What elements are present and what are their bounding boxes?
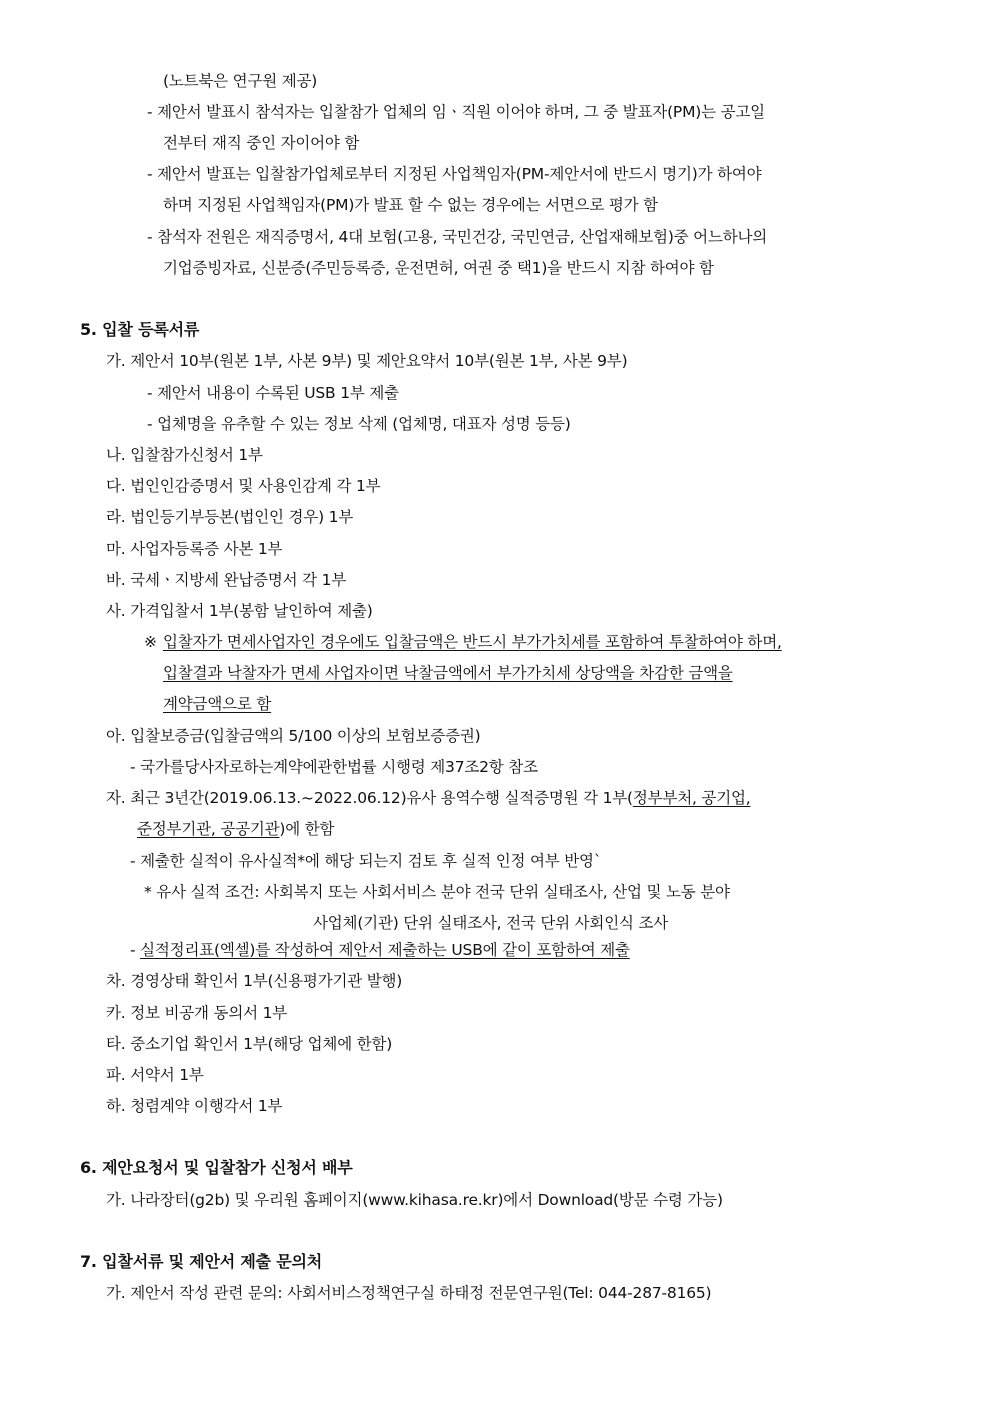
- sec5-item-ja-line2-text: )에 한함: [279, 820, 335, 838]
- sec5-item-na: 나. 입찰참가신청서 1부: [106, 446, 263, 464]
- section-6-heading: 6. 제안요청서 및 입찰참가 신청서 배부: [80, 1158, 353, 1177]
- sec5-item-ta: 타. 중소기업 확인서 1부(해당 업체에 한함): [106, 1035, 393, 1053]
- sec5-item-a: 아. 입찰보증금(입찰금액의 5/100 이상의 보험보증증권): [106, 727, 481, 745]
- section-7-heading: 7. 입찰서류 및 제안서 제출 문의처: [80, 1252, 322, 1271]
- vat-note-line-3: 계약금액으로 함: [163, 695, 272, 713]
- intro-line-1: (노트북은 연구원 제공): [163, 72, 318, 90]
- intro-line-2: - 제안서 발표시 참석자는 입찰참가 업체의 임ㆍ직원 이어야 하며, 그 중 발표자(PM)는 공고일: [147, 103, 765, 121]
- sec5-item-ja-sub2-underlined: 실적정리표(엑셀)를 작성하여 제안서 제출하는 USB에 같이 포함하여 제출: [140, 941, 630, 959]
- sec5-item-ga-sub1: - 제안서 내용이 수록된 USB 1부 제출: [147, 384, 399, 402]
- sec5-item-ja-sub2: [130, 939, 630, 961]
- sec5-item-ja-line2: [137, 818, 334, 840]
- sec5-item-ga: 가. 제안서 10부(원본 1부, 사본 9부) 및 제안요약서 10부(원본 1부, 사본 9부): [106, 352, 628, 370]
- vat-note-line-2: 입찰결과 낙찰자가 면세 사업자이면 낙찰금액에서 부가가치세 상당액을 차감한 금액을: [163, 664, 733, 682]
- dash: -: [130, 941, 141, 959]
- intro-line-5: 하며 지정된 사업책임자(PM)가 발표 할 수 없는 경우에는 서면으로 평가 함: [163, 196, 658, 214]
- intro-line-4: - 제안서 발표는 입찰참가업체로부터 지정된 사업책임자(PM-제안서에 반드시 명기)가 하여야: [147, 165, 762, 183]
- sec5-item-cha: 차. 경영상태 확인서 1부(신용평가기관 발행): [106, 972, 403, 990]
- sec5-item-sa: 사. 가격입찰서 1부(봉함 날인하여 제출): [106, 602, 373, 620]
- sec5-item-ra: 라. 법인등기부등본(법인인 경우) 1부: [106, 508, 354, 526]
- sec5-item-ja: [106, 787, 750, 809]
- intro-line-6: - 참석자 전원은 재직증명서, 4대 보험(고용, 국민건강, 국민연금, 산업재해보험)중 어느하나의: [147, 228, 768, 246]
- sec5-item-ja-text: 자. 최근 3년간(2019.06.13.~2022.06.12)유사 용역수행 실적증명원 각 1부(: [106, 789, 633, 807]
- sec5-item-ja-sub1: - 제출한 실적이 유사실적*에 해당 되는지 검토 후 실적 인정 여부 반영`: [130, 852, 602, 870]
- sec5-item-ka: 카. 정보 비공개 동의서 1부: [106, 1004, 288, 1022]
- similar-condition-line-2: 사업체(기관) 단위 실태조사, 전국 단위 사회인식 조사: [313, 914, 669, 932]
- sec5-item-ja-line2-underlined: 준정부기관, 공공기관: [137, 820, 280, 838]
- vat-note-line-1: 입찰자가 면세사업자인 경우에도 입찰금액은 반드시 부가가치세를 포함하여 투찰하여야 하며,: [163, 633, 782, 651]
- sec5-item-ga-sub2: - 업체명을 유추할 수 있는 정보 삭제 (업체명, 대표자 성명 등등): [147, 415, 571, 433]
- sec6-item-ga: 가. 나라장터(g2b) 및 우리원 홈페이지(www.kihasa.re.kr)에서 Download(방문 수령 가능): [106, 1191, 723, 1209]
- sec5-item-da: 다. 법인인감증명서 및 사용인감계 각 1부: [106, 477, 381, 495]
- sec5-item-ja-underlined: 정부부처, 공기업,: [632, 789, 751, 807]
- sec5-item-ha: 하. 청렴계약 이행각서 1부: [106, 1097, 283, 1115]
- intro-line-3: 전부터 재직 중인 자이어야 함: [163, 134, 360, 152]
- sec7-item-ga: 가. 제안서 작성 관련 문의: 사회서비스정책연구실 하태정 전문연구원(Tel: 044-287-8165): [106, 1284, 712, 1302]
- sec5-item-ba: 바. 국세ㆍ지방세 완납증명서 각 1부: [106, 571, 347, 589]
- intro-line-7: 기업증빙자료, 신분증(주민등록증, 운전면허, 여권 중 택1)을 반드시 지참 하여야 함: [163, 259, 714, 277]
- sec5-item-ma: 마. 사업자등록증 사본 1부: [106, 540, 283, 558]
- sec5-item-a-sub1: - 국가를당사자로하는계약에관한법률 시행령 제37조2항 참조: [130, 758, 538, 776]
- similar-condition-line-1: * 유사 실적 조건: 사회복지 또는 사회서비스 분야 전국 단위 실태조사, 산업 및 노동 분야: [144, 883, 730, 901]
- note-mark: ※: [144, 633, 157, 651]
- sec5-item-pa: 파. 서약서 1부: [106, 1066, 204, 1084]
- section-5-heading: 5. 입찰 등록서류: [80, 320, 200, 339]
